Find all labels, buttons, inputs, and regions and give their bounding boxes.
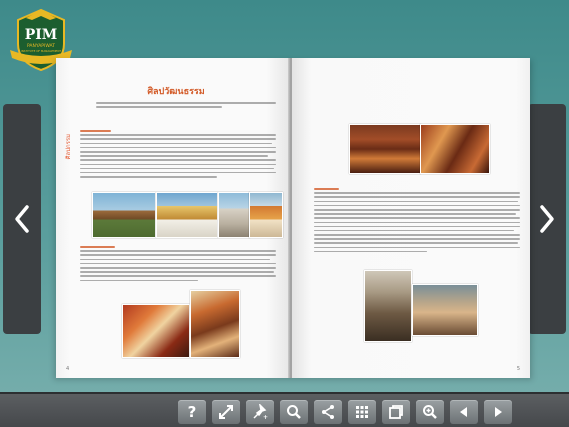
share-icon <box>320 404 336 420</box>
help-icon: ? <box>187 403 197 421</box>
svg-text:+: + <box>263 414 268 420</box>
thumbnails-icon <box>354 404 370 420</box>
next-page-tab[interactable] <box>528 104 566 334</box>
logo-subtext2: INSTITUTE OF MANAGEMENT <box>20 49 62 53</box>
photo-mural-right-2 <box>420 124 490 174</box>
previous-page-button[interactable] <box>450 400 478 424</box>
next-page-button[interactable] <box>484 400 512 424</box>
toolbar-divider <box>0 392 569 394</box>
photo-mural-1 <box>122 304 190 358</box>
photo-mural-2 <box>190 290 240 358</box>
logo-text: PIM <box>24 27 58 43</box>
photo-craft-2 <box>412 284 478 336</box>
logo-subtext: PANYAPIWAT <box>26 44 56 49</box>
pin-button[interactable] <box>246 400 274 424</box>
photo-temple-4 <box>249 192 283 238</box>
intro-paragraph <box>96 102 276 108</box>
left-page-number: 4 <box>66 366 70 372</box>
body-paragraph-2 <box>80 246 276 281</box>
fullscreen-icon <box>218 404 234 420</box>
single-page-icon <box>388 404 404 420</box>
single-page-button[interactable] <box>382 400 410 424</box>
right-page-number: 5 <box>516 366 520 372</box>
right-page[interactable] <box>292 58 530 378</box>
photo-mural-right-1 <box>349 124 421 174</box>
photo-craft-1 <box>364 270 412 342</box>
thumbnails-button[interactable] <box>348 400 376 424</box>
left-page[interactable] <box>56 58 290 378</box>
pin-icon <box>252 404 268 420</box>
side-label: ศิลปกรรม <box>65 134 72 160</box>
chevron-right-icon <box>538 204 556 234</box>
next-page-icon <box>491 405 505 419</box>
zoom-in-button[interactable] <box>416 400 444 424</box>
zoom-in-icon <box>422 404 438 420</box>
right-body-paragraph <box>314 188 520 252</box>
zoom-out-button[interactable] <box>280 400 308 424</box>
flipbook[interactable] <box>56 58 530 378</box>
photo-temple-1 <box>92 192 156 238</box>
share-button[interactable] <box>314 400 342 424</box>
previous-page-icon <box>457 405 471 419</box>
photo-temple-3 <box>218 192 250 238</box>
fullscreen-button[interactable] <box>212 400 240 424</box>
chevron-left-icon <box>13 204 31 234</box>
photo-temple-2 <box>156 192 218 238</box>
previous-page-tab[interactable] <box>3 104 41 334</box>
help-button[interactable] <box>178 400 206 424</box>
page-title: ศิลปวัฒนธรรม <box>147 87 205 97</box>
body-paragraph-1 <box>80 130 276 178</box>
zoom-out-icon <box>286 404 302 420</box>
